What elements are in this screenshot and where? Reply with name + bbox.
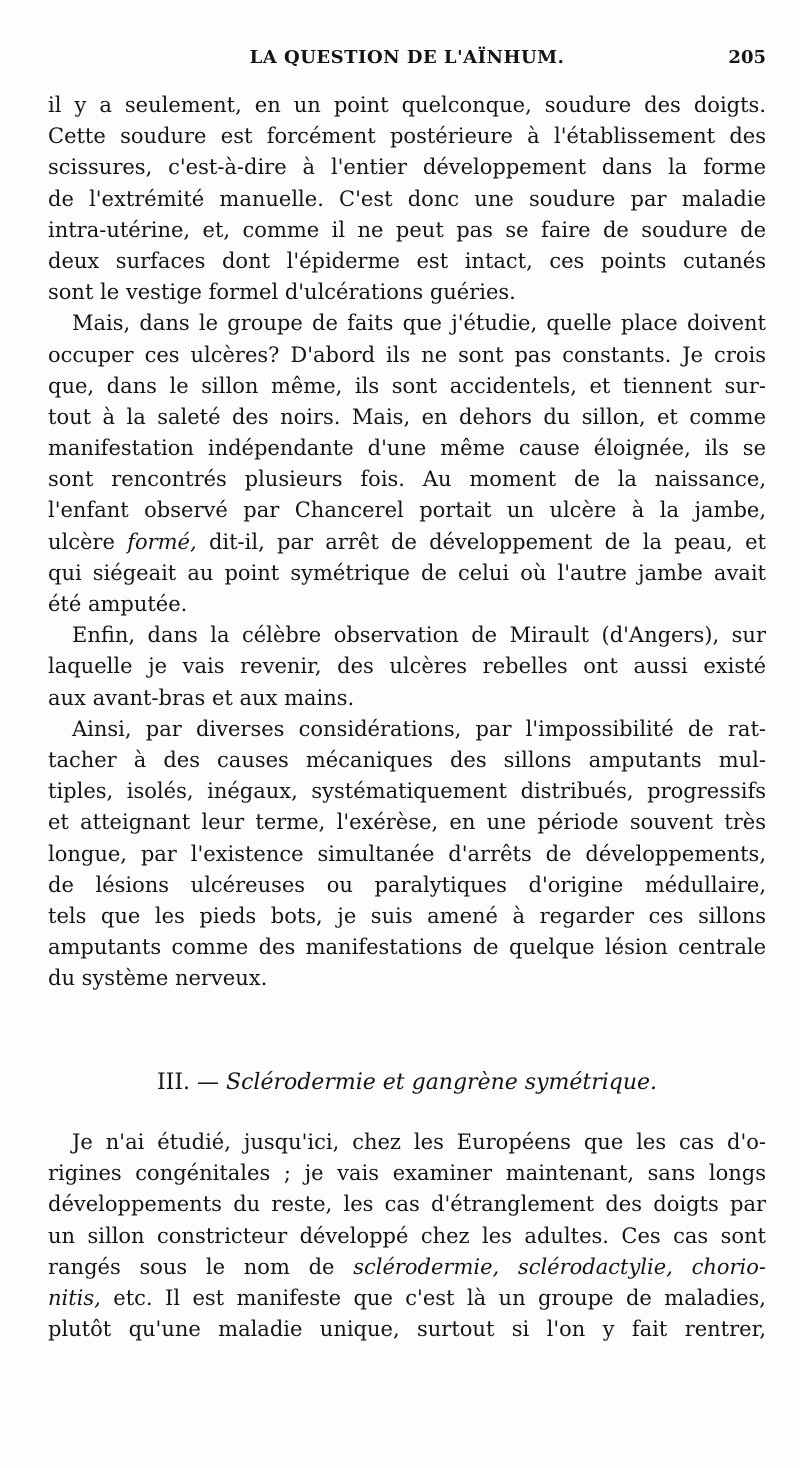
text-line [48, 1283, 766, 1314]
text-line: amputants comme des manifestations de quelque lésion centrale [48, 935, 766, 960]
text-line: Cette soudure est forcément postérieure à l'établissement des [48, 124, 766, 149]
italic-word: formé, [127, 529, 197, 554]
text-line: rigines congénitales ; je vais examiner maintenant, sans longs [48, 1161, 766, 1186]
text-line: qui siégeait au point symétrique de celui où l'autre jambe avait [48, 560, 766, 585]
text-line: du système nerveux. [48, 966, 268, 991]
text-fragment: rangés sous le nom de [48, 1254, 335, 1279]
text-line: sont rencontrés plusieurs fois. Au moment de la naissance, [48, 467, 766, 492]
text-line: que, dans le sillon même, ils sont accidentels, et tiennent sur- [48, 373, 766, 398]
text-fragment: ulcère [48, 529, 115, 554]
text-line: Ainsi, par diverses considérations, par l'impossibilité de rat- [72, 716, 766, 741]
text-fragment: etc. Il est manifeste que c'est là un groupe de maladies, [113, 1285, 766, 1310]
text-line: et atteignant leur terme, l'exérèse, en une période souvent très [48, 810, 766, 835]
text-line: de lésions ulcéreuses ou paralytiques d'origine médullaire, [48, 872, 766, 897]
text-line: tout à la saleté des noirs. Mais, en dehors du sillon, et comme [48, 404, 766, 429]
text-line: occuper ces ulcères? D'abord ils ne sont pas constants. Je crois [48, 342, 766, 367]
body-text-bottom [48, 1127, 766, 1345]
text-line: longue, par l'existence simultanée d'arrêts de développements, [48, 841, 766, 866]
text-line: scissures, c'est-à-dire à l'entier développement dans la forme [48, 155, 766, 180]
text-line [48, 527, 766, 558]
text-line: de l'extrémité manuelle. C'est donc une soudure par maladie [48, 186, 766, 211]
text-line: tels que les pieds bots, je suis amené à regarder ces sillons [48, 903, 766, 928]
text-line: Enfin, dans la célèbre observation de Mirault (d'Angers), sur [72, 623, 766, 648]
section-number: III. — [156, 1070, 220, 1095]
italic-terms: sclérodermie, sclérodactylie, chorio- [353, 1254, 766, 1279]
text-line: été amputée. [48, 592, 188, 616]
text-line: tiples, isolés, inégaux, systématiquement distribués, progressifs [48, 779, 766, 804]
text-line: Mais, dans le groupe de faits que j'étudie, quelle place doivent [72, 311, 766, 336]
text-line: sont le vestige formel d'ulcérations guéries. [48, 280, 516, 305]
text-line: aux avant-bras et aux mains. [48, 685, 355, 710]
section-title: Sclérodermie et gangrène symétrique. [226, 1070, 658, 1095]
text-fragment: dit-il, par arrêt de développement de la peau, et [208, 529, 766, 554]
text-line: laquelle je vais revenir, des ulcères rebelles ont aussi existé [48, 654, 766, 679]
body-text-top [48, 90, 766, 994]
section-heading [48, 1066, 766, 1100]
running-head: LA QUESTION DE L'AÏNHUM. [249, 47, 565, 68]
text-line: manifestation indépendante d'une même cause éloignée, ils se [48, 436, 766, 461]
text-line: Je n'ai étudié, jusqu'ici, chez les Européens que les cas d'o- [72, 1130, 766, 1154]
text-line: tacher à des causes mécaniques des sillons amputants mul- [48, 747, 766, 772]
page-header [48, 47, 766, 77]
text-line: plutôt qu'une maladie unique, surtout si l'on y fait rentrer, [48, 1317, 766, 1342]
text-line [48, 1252, 766, 1283]
text-line: deux surfaces dont l'épiderme est intact, ces points cutanés [48, 248, 766, 273]
text-line: développements du reste, les cas d'étranglement des doigts par [48, 1192, 766, 1217]
italic-word: nitis, [48, 1285, 101, 1310]
text-line: il y a seulement, en un point quelconque, soudure des doigts. [48, 93, 766, 117]
page-number: 205 [728, 47, 766, 68]
text-line: intra-utérine, et, comme il ne peut pas se faire de soudure de [48, 217, 766, 242]
text-line: un sillon constricteur développé chez les adultes. Ces cas sont [48, 1223, 766, 1248]
text-line: l'enfant observé par Chancerel portait un ulcère à la jambe, [48, 498, 766, 523]
